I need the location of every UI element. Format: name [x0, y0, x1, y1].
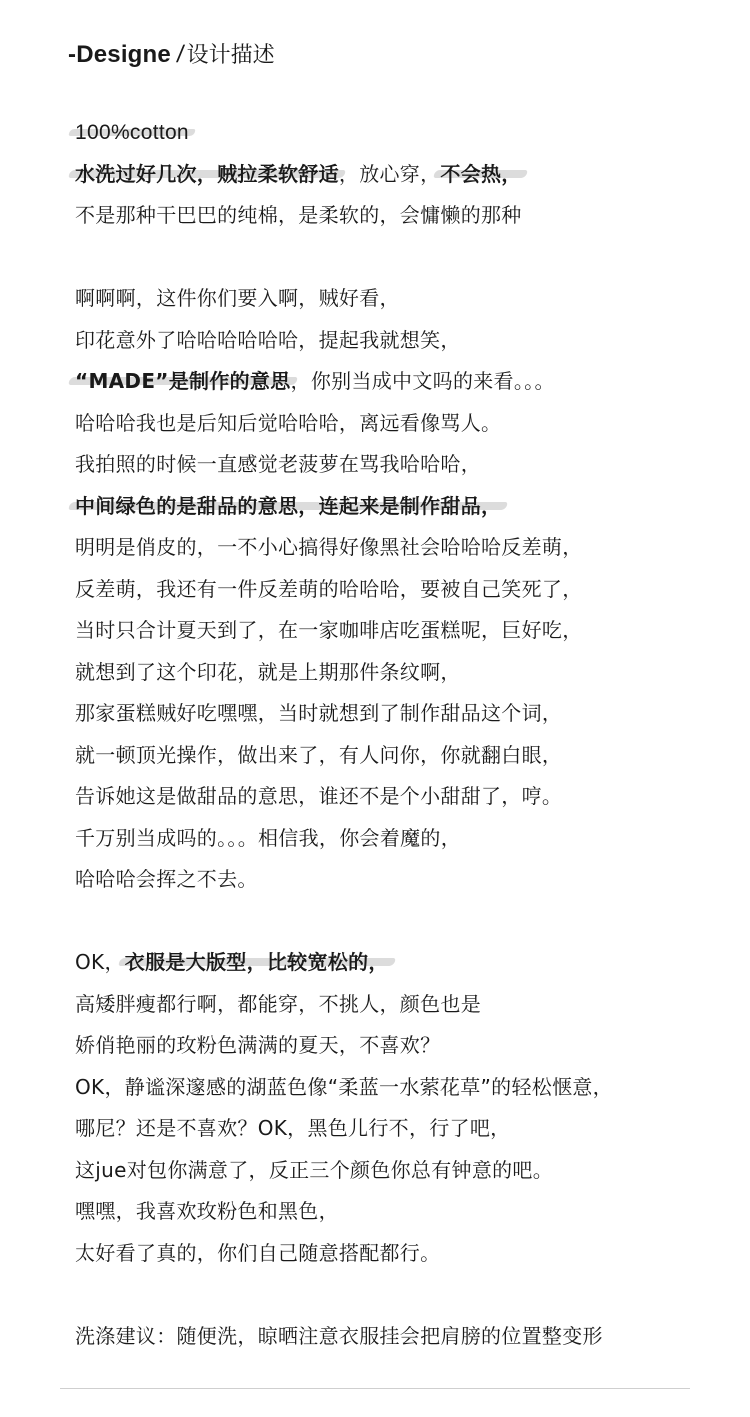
- highlight-material: 100%cotton: [75, 121, 189, 144]
- text-line: 告诉她这是做甜品的意思，谁还不是个小甜甜了，哼。: [75, 784, 563, 808]
- text-line: 哪尼？还是不喜欢？OK，黑色儿行不，行了吧，: [75, 1116, 511, 1140]
- text-line: 反差萌，我还有一件反差萌的哈哈哈，要被自己笑死了，: [75, 576, 583, 601]
- text-line: 那家蛋糕贼好吃嘿嘿，当时就想到了制作甜品这个词，: [75, 701, 563, 725]
- highlight-not-hot: 不会热，: [440, 161, 522, 186]
- text-line: [75, 154, 715, 196]
- text-line: 不是那种干巴巴的纯棉，是柔软的，会慵懒的那种: [75, 203, 522, 227]
- text-line: OK，静谧深邃感的湖蓝色像“柔蓝一水萦花草”的轻松惬意，: [75, 1074, 613, 1099]
- text-line: 嘿嘿，我喜欢玫粉色和黑色，: [75, 1199, 339, 1223]
- text-line: 哈哈哈我也是后知后觉哈哈哈，离远看像骂人。: [75, 410, 502, 435]
- text-line: 这jue对包你满意了，反正三个颜色你总有钟意的吧。: [75, 1157, 554, 1182]
- text-line: 印花意外了哈哈哈哈哈哈，提起我就想笑，: [75, 327, 461, 352]
- text-line: 明明是俏皮的，一不小心搞得好像黑社会哈哈哈反差萌，: [75, 535, 583, 559]
- highlight-dessert-meaning: 中间绿色的是甜品的意思，连起来是制作甜品，: [75, 493, 502, 518]
- text-line: 千万别当成吗的。。。相信我，你会着魔的，: [75, 825, 461, 850]
- text-line: 当时只合计夏天到了，在一家咖啡店吃蛋糕呢，巨好吃，: [75, 618, 583, 642]
- paragraph-gap: [75, 237, 715, 279]
- bottom-divider: [60, 1388, 690, 1389]
- highlight-oversized-fit: 衣服是大版型，比较宽松的，: [124, 950, 389, 974]
- text-line: [75, 486, 715, 528]
- design-description: [75, 112, 715, 1357]
- text-fragment: ，放心穿，: [338, 161, 441, 186]
- text-line: 哈哈哈会挥之不去。: [75, 867, 258, 891]
- text-line: 就一顿顶光操作，做出来了，有人问你，你就翻白眼，: [75, 742, 563, 767]
- text-fragment: ，你别当成中文吗的来看。。。: [290, 369, 555, 393]
- text-line: [75, 942, 715, 984]
- header-slash: /: [175, 41, 186, 68]
- text-fragment: OK，: [75, 950, 125, 974]
- header-title-chinese: 设计描述: [186, 43, 275, 68]
- header-title-english: -Designe: [68, 41, 171, 68]
- text-line: 就想到了这个印花，就是上期那件条纹啊，: [75, 659, 461, 684]
- text-line: 高矮胖瘦都行啊，都能穿，不挑人，颜色也是: [75, 991, 481, 1016]
- paragraph-gap: [75, 1274, 715, 1316]
- washing-advice: 洗涤建议：随便洗，晾晒注意衣服挂会把肩膀的位置整变形: [75, 1323, 603, 1348]
- text-line: 啊啊啊，这件你们要入啊，贼好看，: [75, 286, 400, 310]
- section-header: [68, 38, 275, 78]
- text-line: 我拍照的时候一直感觉老菠萝在骂我哈哈哈，: [75, 452, 481, 476]
- text-line: [75, 112, 715, 154]
- highlight-made-meaning: “MADE”是制作的意思: [75, 369, 291, 393]
- text-line: 太好看了真的，你们自己随意搭配都行。: [75, 1240, 441, 1265]
- paragraph-gap: [75, 901, 715, 943]
- text-line: 娇俏艳丽的玫粉色满满的夏天，不喜欢？: [75, 1033, 441, 1057]
- highlight-softness: 水洗过好几次，贼拉柔软舒适: [75, 161, 339, 186]
- text-line: [75, 361, 715, 403]
